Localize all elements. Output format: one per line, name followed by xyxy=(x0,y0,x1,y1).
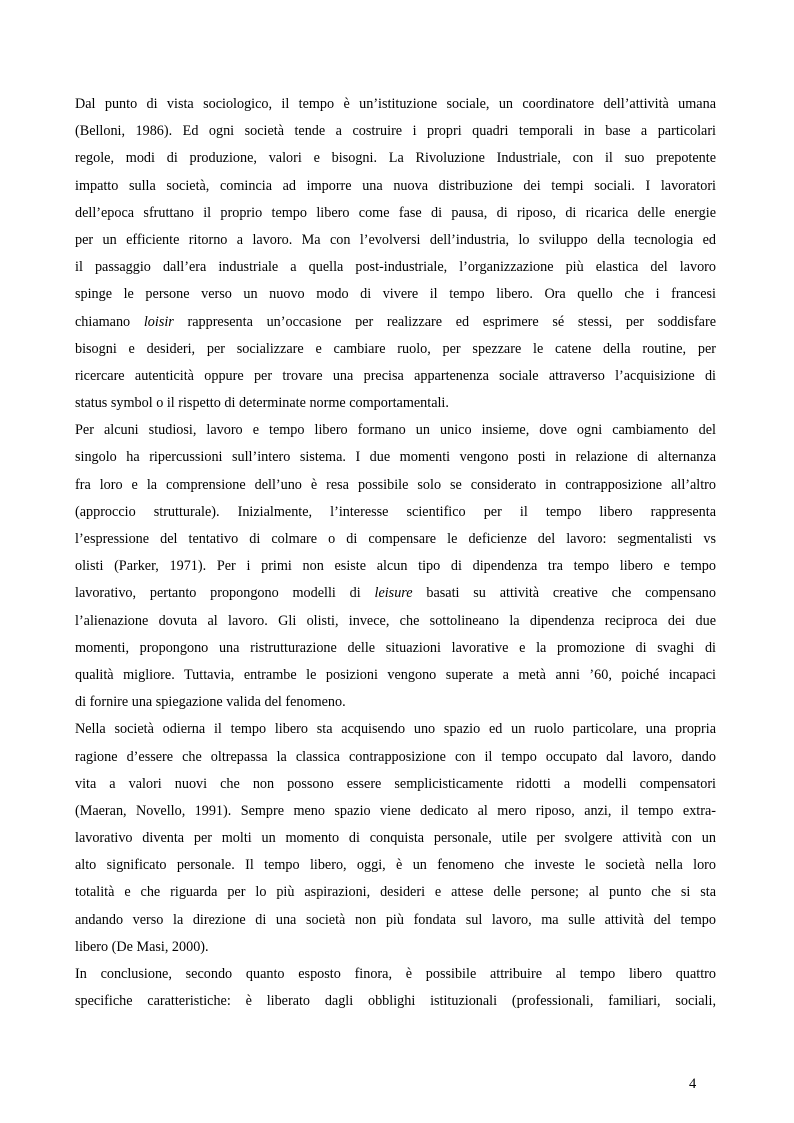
text-line: vita a valori nuovi che non possono essere semplicisticamente ridotti a modelli compensatori xyxy=(75,775,716,792)
text-line: qualità migliore. Tuttavia, entrambe le posizioni vengono superate a metà anni ’60, poiché incapaci xyxy=(75,666,716,683)
text-line: (Maeran, Novello, 1991). Sempre meno spazio viene dedicato al mero riposo, anzi, il tempo extra- xyxy=(75,802,716,819)
text-line: totalità e che riguarda per lo più aspirazioni, desideri e attese delle persone; al punto che si sta xyxy=(75,884,716,901)
text-line: l’alienazione dovuta al lavoro. Gli olisti, invece, che sottolineano la dipendenza reciproca dei due xyxy=(75,612,716,629)
text-line: il passaggio dall’era industriale a quella post-industriale, l’organizzazione più elastica del lavoro xyxy=(75,259,716,276)
text-line: momenti, propongono una ristrutturazione delle situazioni lavorative e la promozione di svaghi di xyxy=(75,639,716,656)
italic-term-leisure: leisure xyxy=(374,585,413,602)
text-line: ricercare autenticità oppure per trovare una precisa appartenenza sociale attraverso l’acquisizione di xyxy=(75,367,716,384)
text-line: bisogni e desideri, per socializzare e cambiare ruolo, per spezzare le catene della routine, per xyxy=(75,340,716,357)
paragraph-3 xyxy=(75,716,716,961)
text-line: (approccio strutturale). Inizialmente, l’interesse scientifico per il tempo libero rappresenta xyxy=(75,503,716,520)
text-line: di fornire una spiegazione valida del fenomeno. xyxy=(75,694,346,711)
text-line: lavorativo diventa per molti un momento di conquista personale, utile per svolgere attività con un xyxy=(75,830,716,847)
paragraph-1 xyxy=(75,91,716,417)
text-line xyxy=(75,580,716,607)
text-line: dell’epoca sfruttano il proprio tempo libero come fase di pausa, di riposo, di ricarica delle energie xyxy=(75,204,716,221)
text-run: rappresenta un’occasione per realizzare ed esprimere sé stessi, per soddisfare xyxy=(173,313,716,330)
text-line: alto significato personale. Il tempo libero, oggi, è un fenomeno che investe le società nella loro xyxy=(75,857,716,874)
page-number: 4 xyxy=(689,1076,697,1092)
italic-term-loisir: loisir xyxy=(143,313,174,330)
text-line: status symbol o il rispetto di determinate norme comportamentali. xyxy=(75,395,449,412)
text-line: singolo ha ripercussioni sull’intero sistema. I due momenti vengono posti in relazione di alternanza xyxy=(75,449,716,466)
text-line: olisti (Parker, 1971). Per i primi non esiste alcun tipo di dipendenza tra tempo libero e tempo xyxy=(75,558,716,575)
text-line: specifiche caratteristiche: è liberato dagli obblighi istituzionali (professionali, familiari, sociali, xyxy=(75,993,716,1010)
text-line: Nella società odierna il tempo libero sta acquisendo uno spazio ed un ruolo particolare, una propria xyxy=(75,721,716,738)
text-run: lavorativo, pertanto propongono modelli di xyxy=(75,585,375,602)
text-line: per un efficiente ritorno a lavoro. Ma con l’evolversi dell’industria, lo sviluppo della tecnologia ed xyxy=(75,231,716,248)
text-line: In conclusione, secondo quanto esposto finora, è possibile attribuire al tempo libero quattro xyxy=(75,966,716,982)
text-line: libero (De Masi, 2000). xyxy=(75,938,209,955)
text-line xyxy=(75,309,716,336)
paragraph-2 xyxy=(75,417,716,716)
document-body xyxy=(75,91,716,1015)
text-line: Dal punto di vista sociologico, il tempo è un’istituzione sociale, un coordinatore dell’attività umana xyxy=(75,96,716,112)
text-line: Per alcuni studiosi, lavoro e tempo libero formano un unico insieme, dove ogni cambiamento del xyxy=(75,422,716,439)
text-line: regole, modi di produzione, valori e bisogni. La Rivoluzione Industriale, con il suo prepotente xyxy=(75,150,716,167)
text-run: chiamano xyxy=(75,313,144,330)
text-run: basati su attività creative che compensano xyxy=(412,585,716,602)
text-line: (Belloni, 1986). Ed ogni società tende a costruire i propri quadri temporali in base a particolari xyxy=(75,123,716,140)
paragraph-4 xyxy=(75,961,716,1015)
text-line: l’espressione del tentativo di colmare o di compensare le deficienze del lavoro: segmentalisti vs xyxy=(75,531,716,547)
text-line: ragione d’essere che oltrepassa la classica contrapposizione con il tempo occupato dal lavoro, dando xyxy=(75,748,716,765)
text-line: fra loro e la comprensione dell’uno è resa possibile solo se considerato in contrapposizione all’altro xyxy=(75,476,716,493)
text-line: spinge le persone verso un nuovo modo di vivere il tempo libero. Ora quello che i francesi xyxy=(75,286,716,303)
text-line: impatto sulla società, comincia ad imporre una nuova distribuzione dei tempi sociali. I lavoratori xyxy=(75,177,716,194)
text-line: andando verso la direzione di una società non più fondata sul lavoro, ma sulle attività del tempo xyxy=(75,911,716,928)
